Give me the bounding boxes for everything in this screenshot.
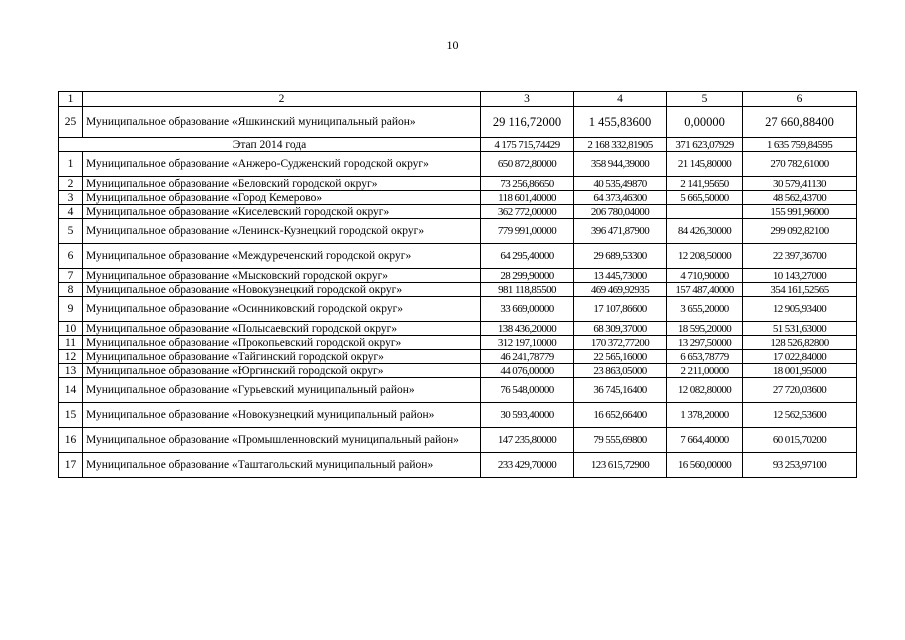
row-number: 14 bbox=[59, 378, 83, 403]
value-cell bbox=[667, 205, 743, 219]
value-cell: 18 595,20000 bbox=[667, 322, 743, 336]
row-number: 25 bbox=[59, 107, 83, 138]
value-cell: 779 991,00000 bbox=[481, 219, 574, 244]
table-row bbox=[59, 244, 857, 269]
value-cell: 13 445,73000 bbox=[574, 269, 667, 283]
value-cell: 312 197,10000 bbox=[481, 336, 574, 350]
value-cell: 12 208,50000 bbox=[667, 244, 743, 269]
value-cell: 2 211,00000 bbox=[667, 364, 743, 378]
value-cell: 12 082,80000 bbox=[667, 378, 743, 403]
municipality-name: Муниципальное образование «Новокузнецкий муниципальный район» bbox=[83, 403, 481, 428]
value-cell: 16 652,66400 bbox=[574, 403, 667, 428]
row-number: 8 bbox=[59, 283, 83, 297]
table-row bbox=[59, 297, 857, 322]
value-cell: 30 579,41130 bbox=[743, 177, 857, 191]
value-cell: 6 653,78779 bbox=[667, 350, 743, 364]
table-row bbox=[59, 269, 857, 283]
row-number: 12 bbox=[59, 350, 83, 364]
table-row bbox=[59, 403, 857, 428]
value-cell: 0,00000 bbox=[667, 107, 743, 138]
value-cell: 469 469,92935 bbox=[574, 283, 667, 297]
header-cell: 1 bbox=[59, 92, 83, 107]
table-row bbox=[59, 191, 857, 205]
row-number: 13 bbox=[59, 364, 83, 378]
value-cell: 118 601,40000 bbox=[481, 191, 574, 205]
value-cell: 10 143,27000 bbox=[743, 269, 857, 283]
value-cell: 29 689,53300 bbox=[574, 244, 667, 269]
row-number: 2 bbox=[59, 177, 83, 191]
value-cell: 84 426,30000 bbox=[667, 219, 743, 244]
value-cell: 2 168 332,81905 bbox=[574, 138, 667, 152]
header-cell: 4 bbox=[574, 92, 667, 107]
row-number: 4 bbox=[59, 205, 83, 219]
value-cell: 60 015,70200 bbox=[743, 428, 857, 453]
header-cell: 2 bbox=[83, 92, 481, 107]
value-cell: 1 378,20000 bbox=[667, 403, 743, 428]
value-cell: 299 092,82100 bbox=[743, 219, 857, 244]
value-cell: 33 669,00000 bbox=[481, 297, 574, 322]
municipality-name: Муниципальное образование «Промышленновский муниципальный район» bbox=[83, 428, 481, 453]
row-number: 7 bbox=[59, 269, 83, 283]
row-number: 3 bbox=[59, 191, 83, 205]
value-cell: 64 373,46300 bbox=[574, 191, 667, 205]
value-cell: 233 429,70000 bbox=[481, 453, 574, 478]
municipality-name: Муниципальное образование «Тайгинский городской округ» bbox=[83, 350, 481, 364]
value-cell: 1 455,83600 bbox=[574, 107, 667, 138]
municipality-name: Муниципальное образование «Таштагольский муниципальный район» bbox=[83, 453, 481, 478]
row-number: 17 bbox=[59, 453, 83, 478]
value-cell: 4 710,90000 bbox=[667, 269, 743, 283]
municipality-name: Муниципальное образование «Юргинский городской округ» bbox=[83, 364, 481, 378]
table-row bbox=[59, 205, 857, 219]
value-cell: 981 118,85500 bbox=[481, 283, 574, 297]
table-row bbox=[59, 350, 857, 364]
municipality-name: Муниципальное образование «Яшкинский муниципальный район» bbox=[83, 107, 481, 138]
value-cell: 170 372,77200 bbox=[574, 336, 667, 350]
value-cell: 4 175 715,74429 bbox=[481, 138, 574, 152]
value-cell: 147 235,80000 bbox=[481, 428, 574, 453]
value-cell: 358 944,39000 bbox=[574, 152, 667, 177]
municipality-name: Муниципальное образование «Ленинск-Кузнецкий городской округ» bbox=[83, 219, 481, 244]
table-row bbox=[59, 378, 857, 403]
value-cell: 270 782,61000 bbox=[743, 152, 857, 177]
row-number: 16 bbox=[59, 428, 83, 453]
table-row bbox=[59, 219, 857, 244]
value-cell: 354 161,52565 bbox=[743, 283, 857, 297]
value-cell: 22 397,36700 bbox=[743, 244, 857, 269]
value-cell: 13 297,50000 bbox=[667, 336, 743, 350]
row-number: 15 bbox=[59, 403, 83, 428]
municipality-name: Муниципальное образование «Киселевский городской округ» bbox=[83, 205, 481, 219]
value-cell: 76 548,00000 bbox=[481, 378, 574, 403]
table-row bbox=[59, 336, 857, 350]
value-cell: 68 309,37000 bbox=[574, 322, 667, 336]
stage-label: Этап 2014 года bbox=[59, 138, 481, 152]
value-cell: 23 863,05000 bbox=[574, 364, 667, 378]
value-cell: 128 526,82800 bbox=[743, 336, 857, 350]
value-cell: 12 905,93400 bbox=[743, 297, 857, 322]
table-row bbox=[59, 177, 857, 191]
value-cell: 3 655,20000 bbox=[667, 297, 743, 322]
value-cell: 1 635 759,84595 bbox=[743, 138, 857, 152]
value-cell: 48 562,43700 bbox=[743, 191, 857, 205]
municipality-name: Муниципальное образование «Междуреченский городской округ» bbox=[83, 244, 481, 269]
value-cell: 396 471,87900 bbox=[574, 219, 667, 244]
value-cell: 123 615,72900 bbox=[574, 453, 667, 478]
row-number: 6 bbox=[59, 244, 83, 269]
header-cell: 6 bbox=[743, 92, 857, 107]
value-cell: 18 001,95000 bbox=[743, 364, 857, 378]
municipality-name: Муниципальное образование «Мысковский городской округ» bbox=[83, 269, 481, 283]
table-row bbox=[59, 453, 857, 478]
value-cell: 44 076,00000 bbox=[481, 364, 574, 378]
value-cell: 46 241,78779 bbox=[481, 350, 574, 364]
municipality-name: Муниципальное образование «Полысаевский городской округ» bbox=[83, 322, 481, 336]
table-header-row bbox=[59, 92, 857, 107]
value-cell: 40 535,49870 bbox=[574, 177, 667, 191]
table-row bbox=[59, 364, 857, 378]
value-cell: 17 022,84000 bbox=[743, 350, 857, 364]
municipality-name: Муниципальное образование «Анжеро-Судженский городской округ» bbox=[83, 152, 481, 177]
municipality-name: Муниципальное образование «Город Кемерово» bbox=[83, 191, 481, 205]
value-cell: 51 531,63000 bbox=[743, 322, 857, 336]
row-number: 10 bbox=[59, 322, 83, 336]
row-number: 5 bbox=[59, 219, 83, 244]
page-number: 10 bbox=[446, 38, 459, 52]
value-cell: 155 991,96000 bbox=[743, 205, 857, 219]
municipality-name: Муниципальное образование «Прокопьевский городской округ» bbox=[83, 336, 481, 350]
value-cell: 371 623,07929 bbox=[667, 138, 743, 152]
value-cell: 650 872,80000 bbox=[481, 152, 574, 177]
municipality-name: Муниципальное образование «Беловский городской округ» bbox=[83, 177, 481, 191]
value-cell: 36 745,16400 bbox=[574, 378, 667, 403]
row-number: 1 bbox=[59, 152, 83, 177]
value-cell: 29 116,72000 bbox=[481, 107, 574, 138]
value-cell: 138 436,20000 bbox=[481, 322, 574, 336]
value-cell: 73 256,86650 bbox=[481, 177, 574, 191]
value-cell: 93 253,97100 bbox=[743, 453, 857, 478]
value-cell: 28 299,90000 bbox=[481, 269, 574, 283]
value-cell: 30 593,40000 bbox=[481, 403, 574, 428]
table-row bbox=[59, 428, 857, 453]
value-cell: 21 145,80000 bbox=[667, 152, 743, 177]
value-cell: 12 562,53600 bbox=[743, 403, 857, 428]
value-cell: 16 560,00000 bbox=[667, 453, 743, 478]
value-cell: 79 555,69800 bbox=[574, 428, 667, 453]
value-cell: 206 780,04000 bbox=[574, 205, 667, 219]
table-row bbox=[59, 107, 857, 138]
municipality-name: Муниципальное образование «Новокузнецкий городской округ» bbox=[83, 283, 481, 297]
value-cell: 64 295,40000 bbox=[481, 244, 574, 269]
value-cell: 27 660,88400 bbox=[743, 107, 857, 138]
value-cell: 7 664,40000 bbox=[667, 428, 743, 453]
municipality-name: Муниципальное образование «Осинниковский городской округ» bbox=[83, 297, 481, 322]
value-cell: 2 141,95650 bbox=[667, 177, 743, 191]
value-cell: 157 487,40000 bbox=[667, 283, 743, 297]
row-number: 11 bbox=[59, 336, 83, 350]
value-cell: 362 772,00000 bbox=[481, 205, 574, 219]
header-cell: 3 bbox=[481, 92, 574, 107]
value-cell: 27 720,03600 bbox=[743, 378, 857, 403]
table-row bbox=[59, 152, 857, 177]
table-row bbox=[59, 283, 857, 297]
budget-table bbox=[58, 91, 857, 478]
value-cell: 17 107,86600 bbox=[574, 297, 667, 322]
table-row bbox=[59, 322, 857, 336]
municipality-name: Муниципальное образование «Гурьевский муниципальный район» bbox=[83, 378, 481, 403]
header-cell: 5 bbox=[667, 92, 743, 107]
stage-row bbox=[59, 138, 857, 152]
row-number: 9 bbox=[59, 297, 83, 322]
value-cell: 22 565,16000 bbox=[574, 350, 667, 364]
value-cell: 5 665,50000 bbox=[667, 191, 743, 205]
